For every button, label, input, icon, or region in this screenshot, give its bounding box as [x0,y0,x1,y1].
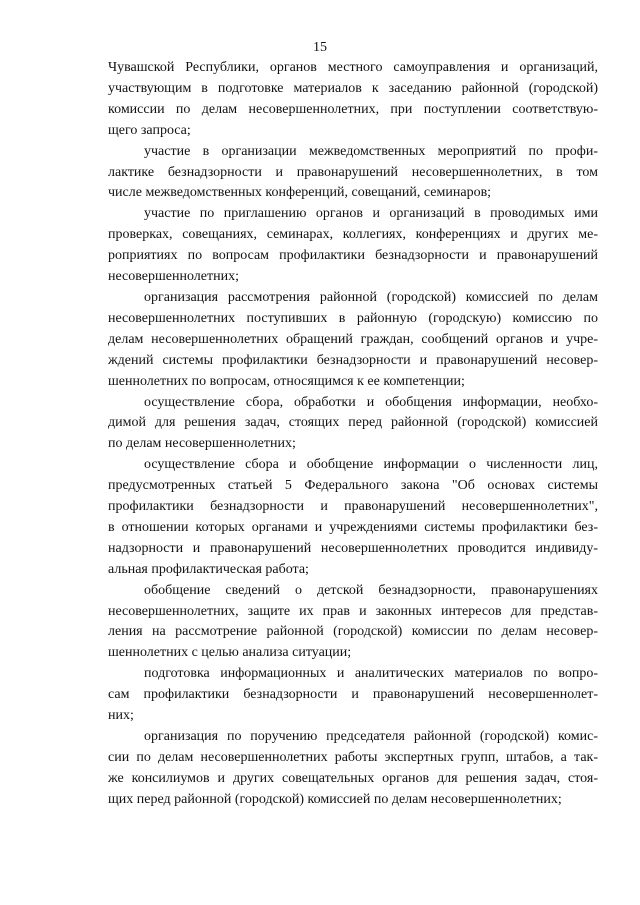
text-line: шеннолетних с целью анализа ситуации; [108,645,352,661]
text-line: несовершеннолетних поступивших в районную (городскую) комиссию по [108,310,598,326]
text-line: сии по делам несовершеннолетних работы экспертных групп, штабов, а так- [108,749,598,765]
paragraph [108,455,598,580]
text-line: подготовка информационных и аналитических материалов по вопро- [144,666,598,682]
text-line: надзорности и правонарушений несовершеннолетних проводится индивиду- [108,540,598,556]
paragraph [108,664,598,727]
text-line: осуществление сбора, обработки и обобщения информации, необхо- [144,394,598,410]
paragraph [108,393,598,456]
text-line: числе межведомственных конференций, совещаний, семинаров; [108,185,492,201]
paragraph [108,727,598,811]
paragraph [108,581,598,665]
text-line: шеннолетних по вопросам, относящимся к ее компетенции; [108,373,465,389]
text-line: участвующим в подготовке материалов к заседанию районной (городской) [108,80,598,96]
text-line: организация по поручению председателя районной (городской) комис- [144,729,598,744]
text-line: комиссии по делам несовершеннолетних, при поступлении соответствую- [108,101,598,117]
text-line: проверках, совещаниях, семинарах, коллегиях, конференциях и других ме- [108,227,598,243]
text-line: несовершеннолетних; [108,269,239,285]
text-line: обобщение сведений о детской безнадзорности, правонарушениях [144,582,598,598]
text-line: в отношении которых органами и учреждениями системы профилактики без- [108,519,598,535]
paragraph [108,58,598,142]
text-line: Чувашской Республики, органов местного самоуправления и организаций, [108,60,598,75]
text-line: профилактики безнадзорности и правонарушений несовершеннолетних", [108,499,598,515]
text-line: димой для решения задач, стоящих перед районной (городской) комиссией [108,415,598,431]
text-line: организация рассмотрения районной (городской) комиссией по делам [144,289,598,305]
text-line: щего запроса; [108,122,191,138]
paragraph [108,142,598,205]
text-line: осуществление сбора и обобщение информации о численности лиц, [144,457,598,473]
text-line: участие в организации межведомственных мероприятий по профи- [144,143,598,159]
text-line: роприятиях по вопросам профилактики безнадзорности и правонарушений [108,248,598,264]
text-line: несовершеннолетних, защите их прав и законных интересов для представ- [108,603,598,619]
text-line: предусмотренных статьей 5 Федерального закона "Об основах системы [108,478,598,494]
text-line: лактике безнадзорности и правонарушений несовершеннолетних, в том [108,164,598,180]
text-line: участие по приглашению органов и организаций в проводимых ими [144,206,598,222]
paragraph [108,288,598,393]
page-number: 15 [313,40,327,55]
text-line: ждений системы профилактики безнадзорности и правонарушений несовер- [108,352,598,368]
text-line: по делам несовершеннолетних; [108,436,296,452]
text-line: же консилиумов и других совещательных органов для решения задач, стоя- [108,770,598,786]
document-body [108,58,598,811]
text-line: ления на рассмотрение районной (городской) комиссии по делам несовер- [108,624,598,640]
paragraph [108,204,598,288]
text-line: делам несовершеннолетних обращений граждан, сообщений органов и учре- [108,331,598,347]
text-line: них; [108,708,134,724]
text-line: сам профилактики безнадзорности и правонарушений несовершеннолет- [108,687,598,703]
text-line: щих перед районной (городской) комиссией по делам несовершеннолетних; [108,791,562,807]
text-line: альная профилактическая работа; [108,561,309,577]
